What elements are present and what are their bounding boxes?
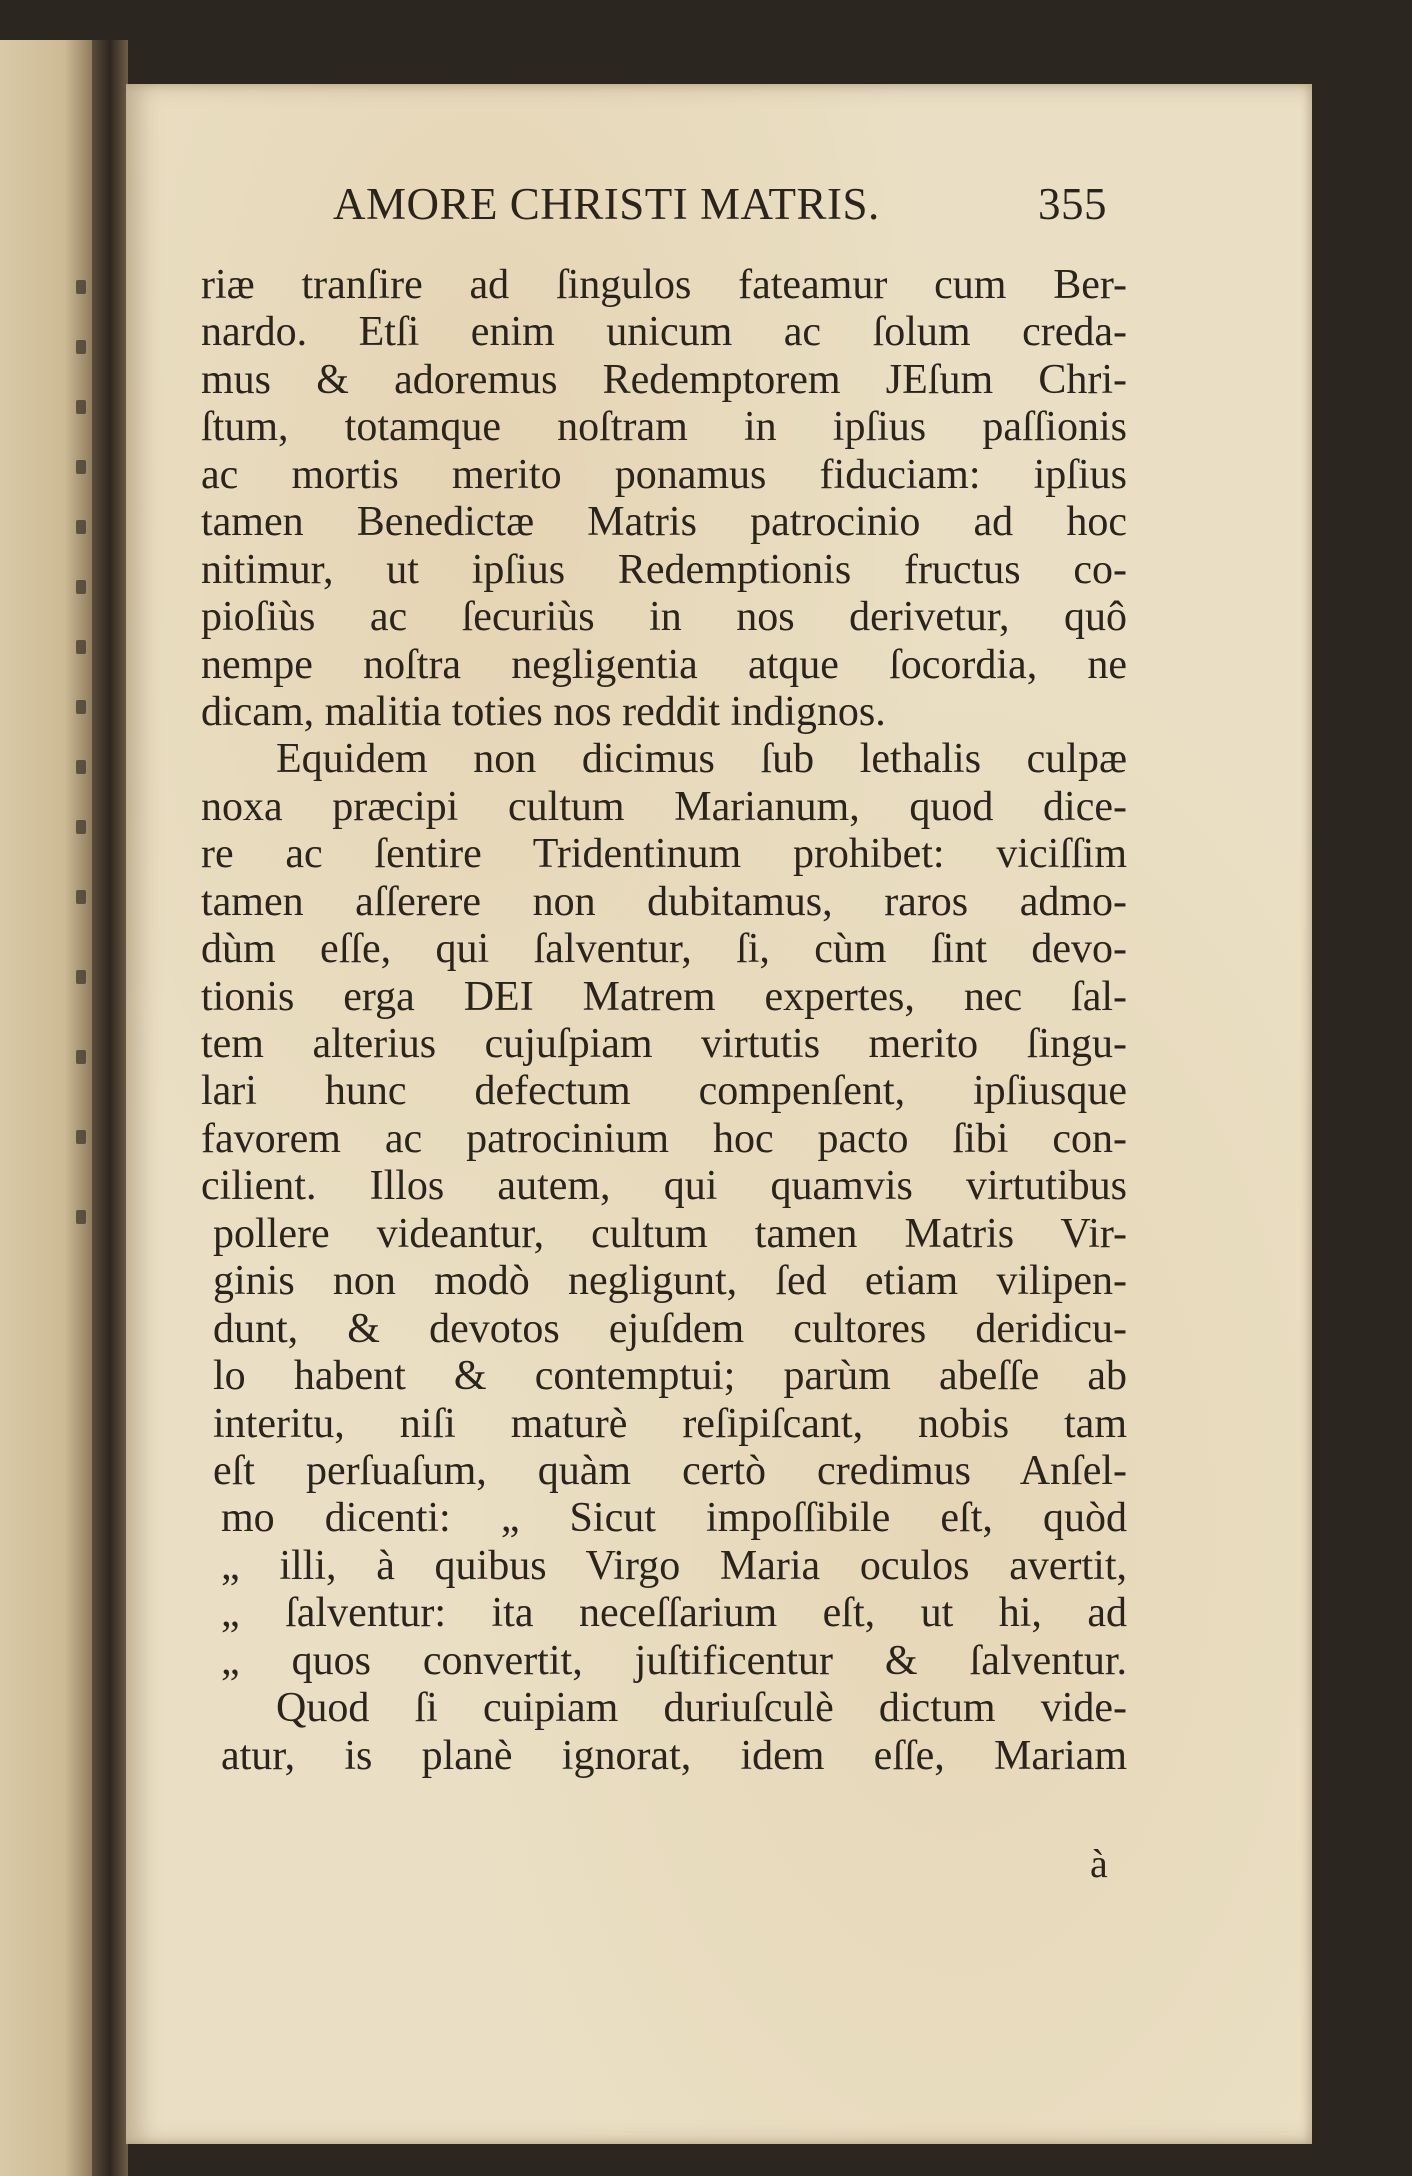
quoted-line: „ quos convertit, juſtificentur & ſalventur.	[221, 1637, 1127, 1684]
text-line: tem alterius cujuſpiam virtutis merito ſingu-	[201, 1021, 1127, 1067]
text-line: mus & adoremus Redemptorem JEſum Chri-	[201, 356, 1127, 403]
text-line: dunt, & devotos ejuſdem cultores deridicu-	[213, 1305, 1127, 1352]
paragraph-start-line: Equidem non dicimus ſub lethalis culpæ	[276, 736, 1127, 783]
text-line: nempe noſtra negligentia atque ſocordia, ne	[201, 641, 1127, 688]
text-line: interitu, niſi maturè reſipiſcant, nobis tam	[213, 1400, 1127, 1447]
text-line: atur, is planè ignorat, idem eſſe, Mariam	[221, 1732, 1127, 1779]
catchword: à	[1090, 1841, 1108, 1886]
book-gutter	[92, 40, 128, 2176]
paragraph-start-line: Quod ſi cuipiam duriuſculè dictum vide-	[276, 1685, 1127, 1732]
page-number: 355	[1038, 179, 1107, 229]
text-line: noxa præcipi cultum Marianum, quod dice-	[201, 783, 1127, 830]
text-line: riæ tranſire ad ſingulos fateamur cum Ber-	[201, 262, 1127, 308]
text-line: ſtum, totamque noſtram in ipſius paſſionis	[201, 404, 1127, 451]
facing-page-edge	[0, 40, 92, 2176]
text-line: ac mortis merito ponamus fiduciam: ipſius	[201, 451, 1127, 498]
text-line: eſt perſuaſum, quàm certò credimus Anſel-	[213, 1447, 1127, 1494]
text-line: pioſiùs ac ſecuriùs in nos derivetur, quô	[201, 594, 1127, 641]
text-line: nitimur, ut ipſius Redemptionis fructus co-	[201, 546, 1127, 593]
text-line: pollere videantur, cultum tamen Matris Vir-	[213, 1210, 1127, 1257]
quoted-line: „ illi, à quibus Virgo Maria oculos avertit,	[221, 1542, 1127, 1589]
text-line: cilient. Illos autem, qui quamvis virtutibus	[201, 1163, 1127, 1210]
text-line: tionis erga DEI Matrem expertes, nec ſal-	[201, 973, 1127, 1020]
text-line: tamen Benedictæ Matris patrocinio ad hoc	[201, 499, 1127, 546]
quoted-line: „ ſalventur: ita neceſſarium eſt, ut hi, ad	[221, 1590, 1127, 1637]
text-line: tamen aſſerere non dubitamus, raros admo-	[201, 878, 1127, 925]
running-head-title: AMORE CHRISTI MATRIS.	[333, 179, 880, 229]
text-line: nardo. Etſi enim unicum ac ſolum creda-	[201, 309, 1127, 356]
text-line: ginis non modò negligunt, ſed etiam vilipen-	[213, 1258, 1127, 1305]
text-line: dùm eſſe, qui ſalventur, ſi, cùm ſint devo-	[201, 926, 1127, 973]
text-line: lari hunc defectum compenſent, ipſiusque	[201, 1068, 1127, 1115]
body-text	[201, 262, 1127, 1780]
running-head	[333, 178, 1113, 230]
text-line: re ac ſentire Tridentinum prohibet: viciſſim	[201, 831, 1127, 878]
text-line: lo habent & contemptui; parùm abeſſe ab	[213, 1353, 1127, 1400]
text-line: favorem ac patrocinium hoc pacto ſibi con-	[201, 1115, 1127, 1162]
text-line: mo dicenti: „ Sicut impoſſibile eſt, quòd	[221, 1495, 1127, 1542]
text-line: dicam, malitia toties nos reddit indignos.	[201, 688, 886, 735]
